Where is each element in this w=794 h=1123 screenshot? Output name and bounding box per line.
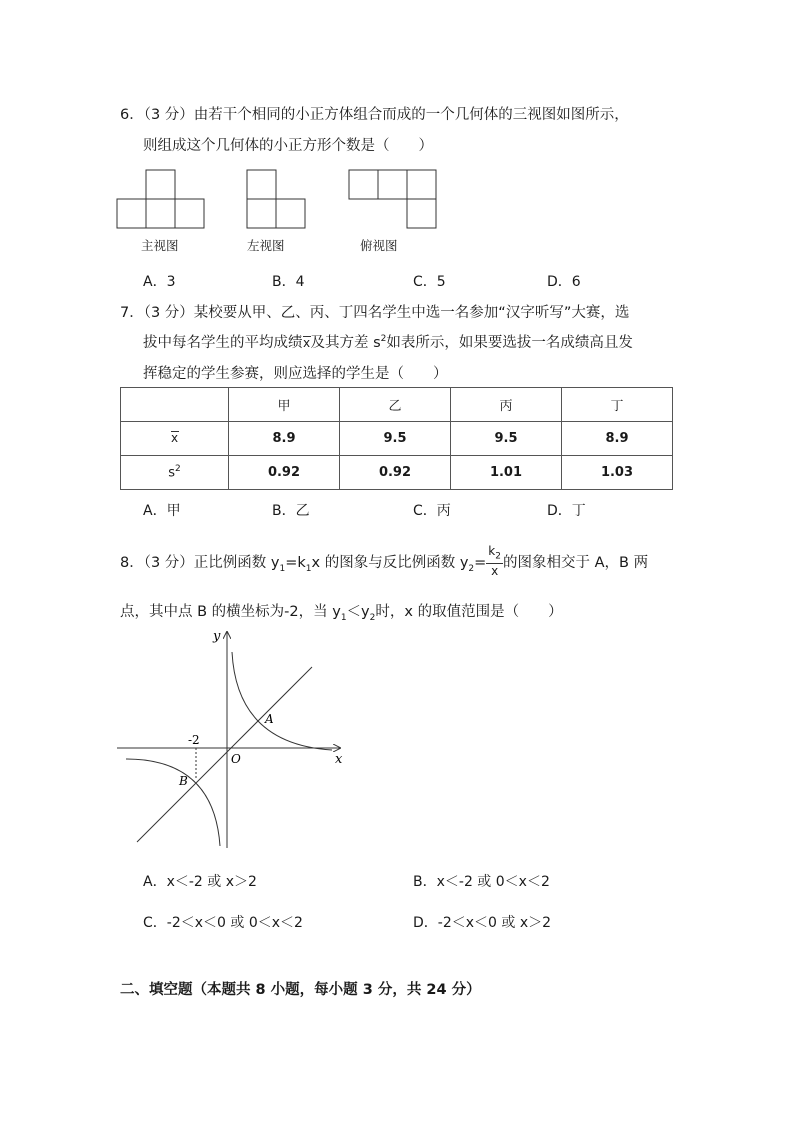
q7-option-d[interactable]: D．丁 [547,503,586,519]
table-header-cell: 乙 [340,388,451,422]
linear-function-line [137,667,312,842]
q6-option-d[interactable]: D．6 [547,274,581,290]
q8-option-b[interactable]: B．x＜-2 或 0＜x＜2 [413,874,550,890]
q6-stem-line1: 6．（3 分）由若干个相同的小正方体组合而成的一个几何体的三视图如图所示， [120,107,629,123]
table-cell: 1.03 [562,456,673,490]
tick-label-minus-2: -2 [188,733,200,747]
left-view [247,170,305,228]
mean-label-cell: x [121,422,229,456]
table-cell: 1.01 [451,456,562,490]
table-header-cell: 甲 [229,388,340,422]
k2-over-x-fraction: $\frac{k_2}{x}$ [488,544,501,579]
q6-option-c[interactable]: C．5 [413,274,446,290]
table-header-cell [121,388,229,422]
hyperbola-branch-q3 [126,759,220,846]
table-row [121,422,673,456]
x-bar-symbol: x [302,336,311,350]
table-cell: 8.9 [562,422,673,456]
q7-option-b[interactable]: B．乙 [272,503,310,519]
y-axis-label: y [213,629,221,644]
q8-function-graph [112,626,352,856]
point-b-label: B [179,774,188,788]
q6-stem-line2: 则组成这个几何体的小正方形个数是（ ） [143,138,433,154]
q8-stem-line2: 点，其中点 B 的横坐标为-2，当 $y_1<y_2$时，x 的取值范围是（ ） [120,604,563,623]
table-header-row [121,388,673,422]
q8-option-d[interactable]: D．-2＜x＜0 或 x＞2 [413,915,552,931]
table-cell: 0.92 [229,456,340,490]
front-view [117,170,204,228]
q6-option-a[interactable]: A．3 [143,274,176,290]
table-cell: 9.5 [340,422,451,456]
q8-option-c[interactable]: C．-2＜x＜0 或 0＜x＜2 [143,915,303,931]
q8-stem-line1: 8．（3 分）正比例函数 $y_1=k_1x$ 的图象与反比例函数 $y_2=$ $\frac{k_2}{x}$ 的图象相交于 A，B 两 [120,544,649,579]
q6-three-views [116,166,446,232]
q6-option-b[interactable]: B．4 [272,274,305,290]
q7-option-c[interactable]: C．丙 [413,503,451,519]
q7-stem-line1: 7．（3 分）某校要从甲、乙、丙、丁四名学生中选一名参加“汉字听写”大赛，选 [120,305,630,321]
q7-option-a[interactable]: A．甲 [143,503,181,519]
table-cell: 9.5 [451,422,562,456]
variance-label-cell: $s^2$ [121,456,229,490]
q7-stem-line2: 拔中每名学生的平均成绩 x及其方差 $s^2$如表所示，如果要选拔一名成绩高且发 [143,334,633,351]
front-view-label: 主视图 [141,238,179,253]
top-view [349,170,436,228]
point-a-label: A [265,712,274,726]
left-view-label: 左视图 [247,238,285,253]
hyperbola-branch-q1 [232,652,332,750]
q7-stats-table [120,387,673,490]
table-header-cell: 丁 [562,388,673,422]
x-axis-label: x [335,752,343,767]
table-header-cell: 丙 [451,388,562,422]
table-cell: 8.9 [229,422,340,456]
table-row [121,456,673,490]
q8-option-a[interactable]: A．x＜-2 或 x＞2 [143,874,257,890]
origin-label: O [231,752,241,766]
q7-stem-line3: 挥稳定的学生参赛，则应选择的学生是（ ） [143,366,448,382]
section-2-heading: 二、填空题（本题共 8 小题，每小题 3 分，共 24 分） [120,982,481,998]
top-view-label: 俯视图 [360,238,398,253]
table-cell: 0.92 [340,456,451,490]
